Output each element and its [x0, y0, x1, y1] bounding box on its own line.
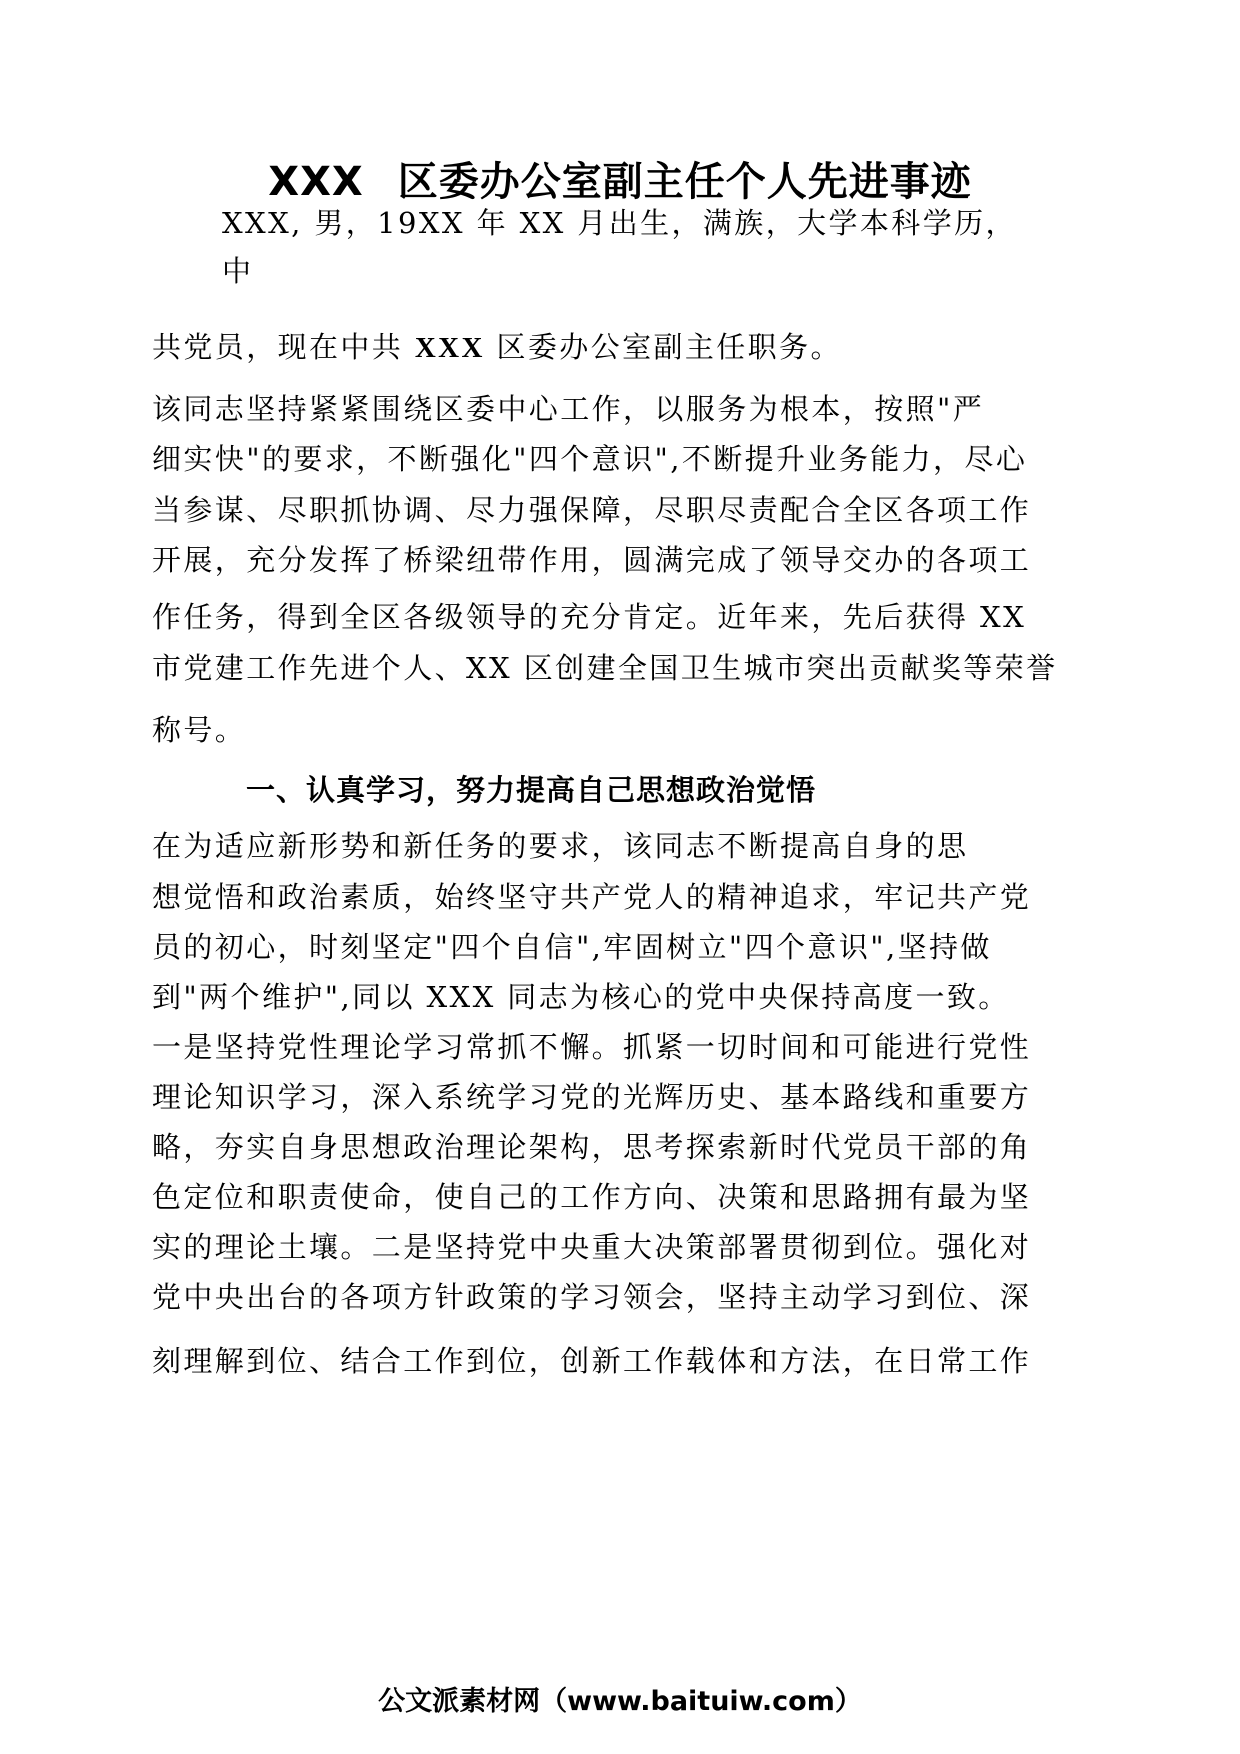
footer-watermark: 公文派素材网（www.baituiw.com） — [378, 1686, 862, 1717]
para2-line: 到"两个维护",同以 XXX 同志为核心的党中央保持高度一致。 — [152, 980, 1010, 1014]
para2-line: 理论知识学习，深入系统学习党的光辉历史、基本路线和重要方 — [152, 1080, 1032, 1114]
intro-cont-text: 区委办公室副主任职务。 — [496, 330, 842, 364]
para2-line: 想觉悟和政治素质，始终坚守共产党人的精神追求，牢记共产党 — [152, 880, 1032, 914]
title-prefix: XXX — [268, 159, 364, 205]
para1-line: 该同志坚持紧紧围绕区委中心工作，以服务为根本，按照"严 — [152, 392, 985, 426]
para2-line: 刻理解到位、结合工作到位，创新工作载体和方法，在日常工作 — [152, 1344, 1032, 1378]
intro-cont-bold: XXX — [414, 332, 485, 364]
section-heading: 一、认真学习，努力提高自己思想政治觉悟 — [246, 773, 817, 807]
para2-line: 在为适应新形势和新任务的要求，该同志不断提高自身的思 — [152, 829, 969, 863]
intro-continuation — [152, 328, 1082, 367]
document-title — [0, 152, 1240, 212]
para2-line: 员的初心，时刻坚定"四个自信",牢固树立"四个意识",坚持做 — [152, 930, 992, 964]
para2-line: 实的理论土壤。二是坚持党中央重大决策部署贯彻到位。强化对 — [152, 1230, 1032, 1264]
intro-line: 中 — [222, 254, 254, 288]
para2-line: 一是坚持党性理论学习常抓不懈。抓紧一切时间和可能进行党性 — [152, 1030, 1032, 1064]
intro-cont-text: 共党员，现在中共 — [152, 330, 404, 364]
para1-line: 当参谋、尽职抓协调、尽力强保障，尽职尽责配合全区各项工作 — [152, 493, 1032, 527]
para1-line: 开展，充分发挥了桥梁纽带作用，圆满完成了领导交办的各项工 — [152, 543, 1032, 577]
para2-line: 色定位和职责使命，使自己的工作方向、决策和思路拥有最为坚 — [152, 1180, 1032, 1214]
title-main: 区委办公室副主任个人先进事迹 — [397, 159, 972, 205]
para1-line: 细实快"的要求，不断强化"四个意识",不断提升业务能力，尽心 — [152, 442, 1028, 476]
para1-line: 称号。 — [152, 713, 247, 747]
para2-line: 略，夯实自身思想政治理论架构，思考探索新时代党员干部的角 — [152, 1130, 1032, 1164]
para2-line: 党中央出台的各项方针政策的学习领会，坚持主动学习到位、深 — [152, 1280, 1032, 1314]
para1-line: 作任务，得到全区各级领导的充分肯定。近年来，先后获得 XX — [152, 600, 1027, 634]
para1-line: 市党建工作先进个人、XX 区创建全国卫生城市突出贡献奖等荣誉 — [152, 651, 1058, 685]
intro-line: XXX, 男，19XX 年 XX 月出生，满族，大学本科学历， — [222, 206, 1017, 240]
